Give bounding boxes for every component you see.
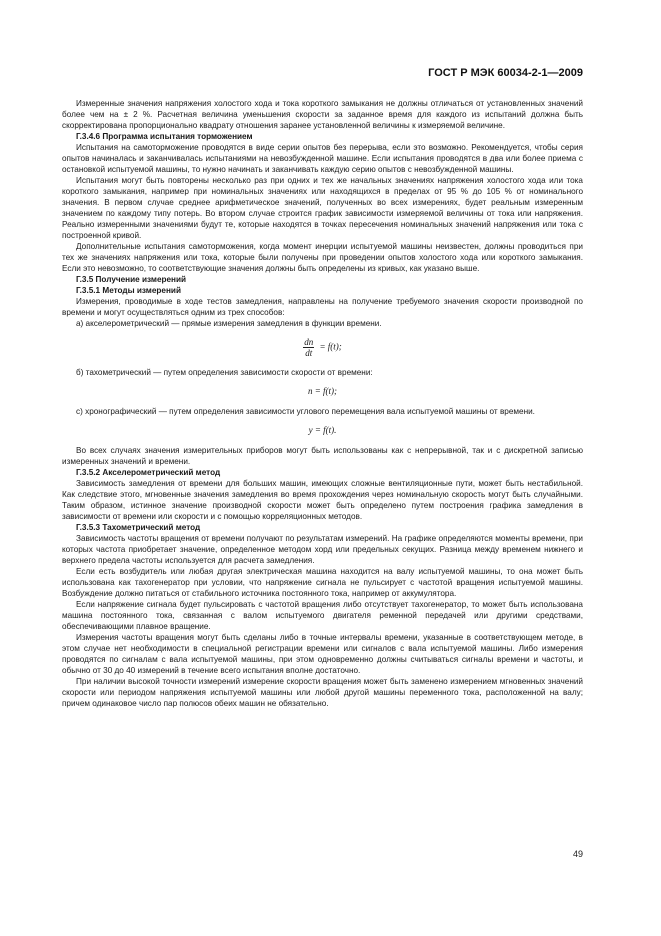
page-number: 49: [572, 849, 583, 859]
formula-derivative: [62, 337, 583, 358]
section-heading: Г.3.5.2 Акселерометрический метод: [76, 468, 221, 477]
section-heading: Г.3.5.3 Тахометрический метод: [76, 523, 201, 532]
fraction-denominator: dt: [305, 348, 313, 358]
paragraph: Измеренные значения напряжения холостого хода и тока короткого замыкания не должны отличаться от установленных значений более чем на ± 2 %. Расчетная величина уменьшения скорости за заданное время для каждого из испытаний должна быть скорректирована пропорционально квадрату отношения заранее установленной величины к измеряемой величине.: [62, 99, 583, 130]
section-heading: Г.3.5.1 Методы измерений: [76, 286, 181, 295]
section-heading: Г.3.5 Получение измерений: [76, 275, 187, 284]
paragraph: При наличии высокой точности измерений измерение скорости вращения может быть заменено измерением мгновенных значений скорости или периодом напряжения испытуемой машины или любой другой машины переменного тока, расположенной на валу; причем одинаковое число пар полюсов обеих машин не обязательно.: [62, 677, 583, 708]
paragraph: Если напряжение сигнала будет пульсировать с частотой вращения либо отсутствует тахогенератор, то может быть использована машина постоянного тока, связанная с валом испытуемого двигателя ременной передачей или другими средствами, обеспечивающими плавное вращение.: [62, 600, 583, 631]
document-body: [62, 98, 583, 709]
paragraph: Зависимость замедления от времени для больших машин, имеющих сложные вентиляционные пути, может быть нестабильной. Как следствие этого, мгновенные значения замедления во время прохождения через номинальную скорость могут быть случайными. Таким образом, истинное значение производной скорости может быть определено путем построения графика замедления в зависимости от времени или скорости и с помощью корреляционных методов.: [62, 479, 583, 521]
list-item: с) хронографический — путем определения зависимости углового перемещения вала испытуемой машины от времени.: [76, 407, 535, 416]
formula-speed: n = f(t);: [307, 386, 338, 396]
paragraph: Если есть возбудитель или любая другая электрическая машина находится на валу испытуемой машины, то она может быть использована как тахогенератор при условии, что напряжение сигнала не пульсирует с частотой вращения испытуемой машины. Возбуждение должно питаться от стабильного источника постоянного тока, например от аккумулятора.: [62, 567, 583, 598]
fraction: [303, 337, 314, 358]
paragraph: Во всех случаях значения измерительных приборов могут быть использованы как с непрерывной, так и с дискретной записью измеренных значений и времени.: [62, 446, 583, 466]
document-header: ГОСТ Р МЭК 60034-2-1—2009: [428, 67, 583, 79]
paragraph: Измерения, проводимые в ходе тестов замедления, направлены на получение требуемого значения скорости производной по времени и могут осуществляться одним из трех способов:: [62, 297, 583, 317]
formula-angle: y = f(t).: [308, 425, 337, 435]
section-heading: Г.3.4.6 Программа испытания торможением: [76, 132, 253, 141]
paragraph: Измерения частоты вращения могут быть сделаны либо в точные интервалы времени, указанные в соответствующем методе, в этом случае нет необходимости в специальной регистрации времени или сигналов с вала испытуемой машины. Либо измерения проводятся по сигналам с вала испытуемой машины, при этом одновременно должны считываться сигналы времени и частоты, и обычно от 30 до 40 измерений в течение всего испытания вполне достаточно.: [62, 633, 583, 675]
paragraph: Зависимость частоты вращения от времени получают по результатам измерений. На графике определяются моменты времени, при которых частота приобретает значение, определенное методом хорд или предельных секущих. Разница между временем нижнего и верхнего предела частоты используется для расчета замедления.: [62, 534, 583, 565]
formula-rhs: = f(t);: [317, 341, 342, 352]
paragraph: Испытания могут быть повторены несколько раз при одних и тех же начальных значениях напряжения холостого хода или тока короткого замыкания, например при номинальных значениях или находящихся в пределах от 95 % до 105 % от номинального значения. В первом случае среднее арифметическое значений, полученных во всех измерениях, будет реальным измеренным значением по каждому типу потерь. Во втором случае строится график зависимости измеряемой величины от тока или напряжения. Реально измеренными значениями будут те, которые находятся в точках пересечения номинальных значений напряжения или тока с построенной кривой.: [62, 176, 583, 240]
list-item: б) тахометрический — путем определения зависимости скорости от времени:: [76, 368, 373, 377]
list-item: а) акселерометрический — прямые измерения замедления в функции времени.: [76, 319, 382, 328]
fraction-numerator: dn: [304, 337, 314, 347]
paragraph: Дополнительные испытания самоторможения, когда момент инерции испытуемой машины неизвестен, должны проводиться при тех же значениях напряжения или тока, которые были получены при проведении опытов холостого хода или короткого замыкания. Если это невозможно, то соответствующие значения должны быть определены из кривых, как указано выше.: [62, 242, 583, 273]
paragraph: Испытания на самоторможение проводятся в виде серии опытов без перерыва, если это возможно. Рекомендуется, чтобы серия опытов начиналась и заканчивалась испытаниями на невозбужденной машине. Если испытания проводятся в два или более приема с остановкой испытуемой машины, то нужно начинать и заканчивать каждую серию опытов с невозбужденной машины.: [62, 143, 583, 174]
